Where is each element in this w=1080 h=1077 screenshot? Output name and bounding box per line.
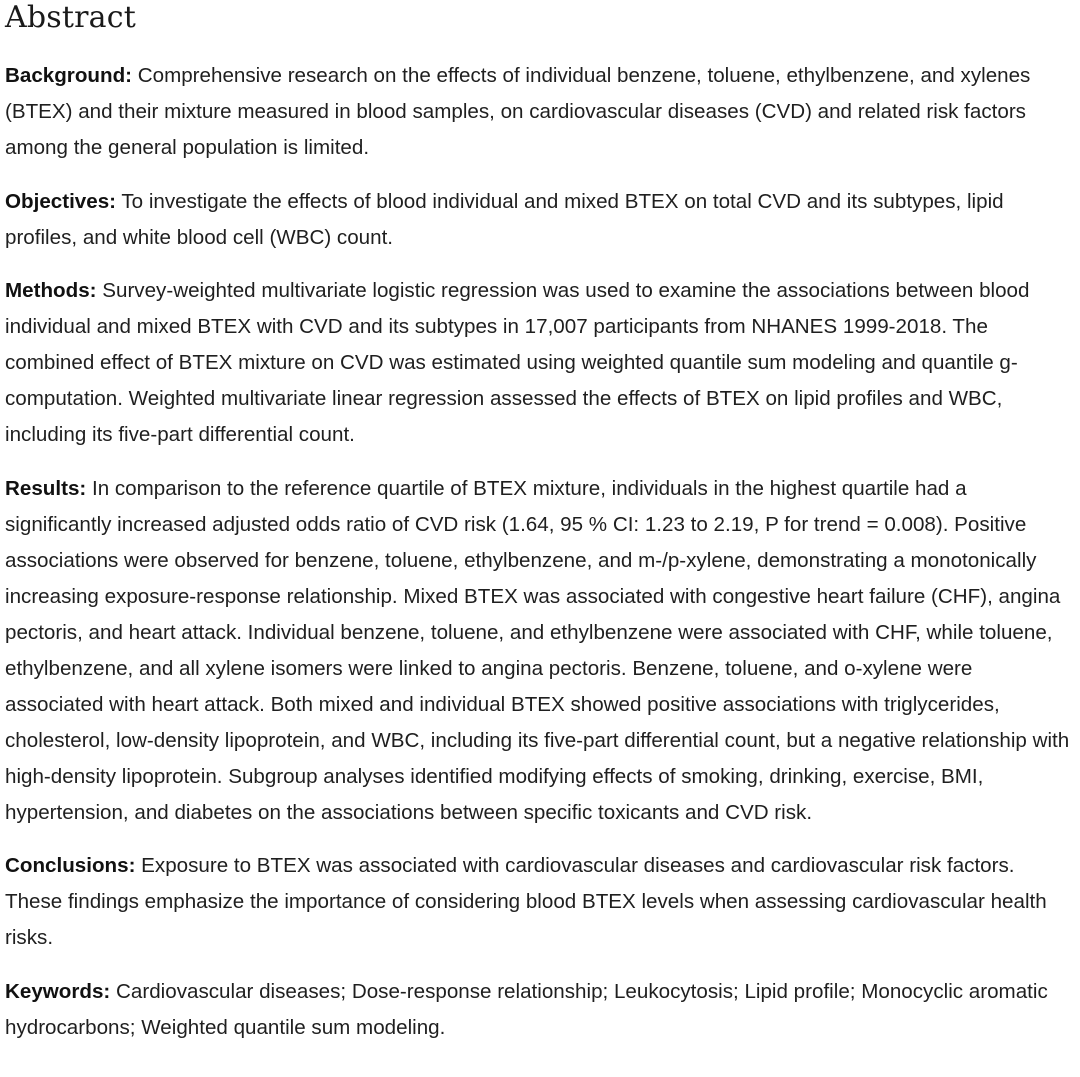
conclusions-text: Exposure to BTEX was associated with cardiovascular diseases and cardiovascular risk factors. These findings emphasize the importance of considering blood BTEX levels when assessing cardiovascular health risks. — [5, 854, 1047, 949]
methods-section — [5, 273, 1076, 453]
background-text: Comprehensive research on the effects of individual benzene, toluene, ethylbenzene, and xylenes (BTEX) and their mixture measured in blood samples, on cardiovascular diseases (CVD) and related risk factors among the general population is limited. — [5, 64, 1031, 159]
keywords-label: Keywords: — [5, 979, 111, 1003]
methods-label: Methods: — [5, 279, 97, 302]
results-text: In comparison to the reference quartile of BTEX mixture, individuals in the highest quartile had a significantly increased adjusted odds ratio of CVD risk (1.64, 95 % CI: 1.23 to 2.19, P for trend = 0.008). Positive associations were observed for benzene, toluene, ethylbenzene, and m-/p-xylene, demonstrating a monotonically increasing exposure-response relationship. Mixed BTEX was associated with congestive heart failure (CHF), angina pectoris, and heart attack. Individual benzene, toluene, and ethylbenzene were associated with CHF, while toluene, ethylbenzene, and all xylene isomers were linked to angina pectoris. Benzene, toluene, and o-xylene were associated with heart attack. Both mixed and individual BTEX showed positive associations with triglycerides, cholesterol, low-density lipoprotein, and WBC, including its five-part differential count, but a negative relationship with high-density lipoprotein. Subgroup analyses identified modifying effects of smoking, drinking, exercise, BMI, hypertension, and diabetes on the associations between specific toxicants and CVD risk. — [5, 476, 1070, 824]
background-label: Background: — [5, 64, 133, 87]
results-section — [5, 471, 1076, 831]
conclusions-section — [5, 848, 1076, 956]
abstract-heading: Abstract — [5, 0, 137, 35]
keywords-text: Cardiovascular diseases; Dose-response relationship; Leukocytosis; Lipid profile; Monocyclic aromatic hydrocarbons; Weighted quantile sum modeling. — [5, 979, 1048, 1039]
background-section — [5, 58, 1076, 166]
results-label: Results: — [5, 476, 87, 500]
title-wrap — [5, 0, 1076, 58]
methods-text: Survey-weighted multivariate logistic regression was used to examine the associations between blood individual and mixed BTEX with CVD and its subtypes in 17,007 participants from NHANES 1999-2018. The combined effect of BTEX mixture on CVD was estimated using weighted quantile sum modeling and quantile g-computation. Weighted multivariate linear regression assessed the effects of BTEX on lipid profiles and WBC, including its five-part differential count. — [5, 279, 1030, 446]
objectives-section — [5, 184, 1076, 256]
objectives-label: Objectives: — [5, 189, 117, 213]
objectives-text: To investigate the effects of blood individual and mixed BTEX on total CVD and its subtypes, lipid profiles, and white blood cell (WBC) count. — [5, 189, 1004, 249]
keywords-section — [5, 974, 1076, 1046]
conclusions-label: Conclusions: — [5, 854, 136, 877]
